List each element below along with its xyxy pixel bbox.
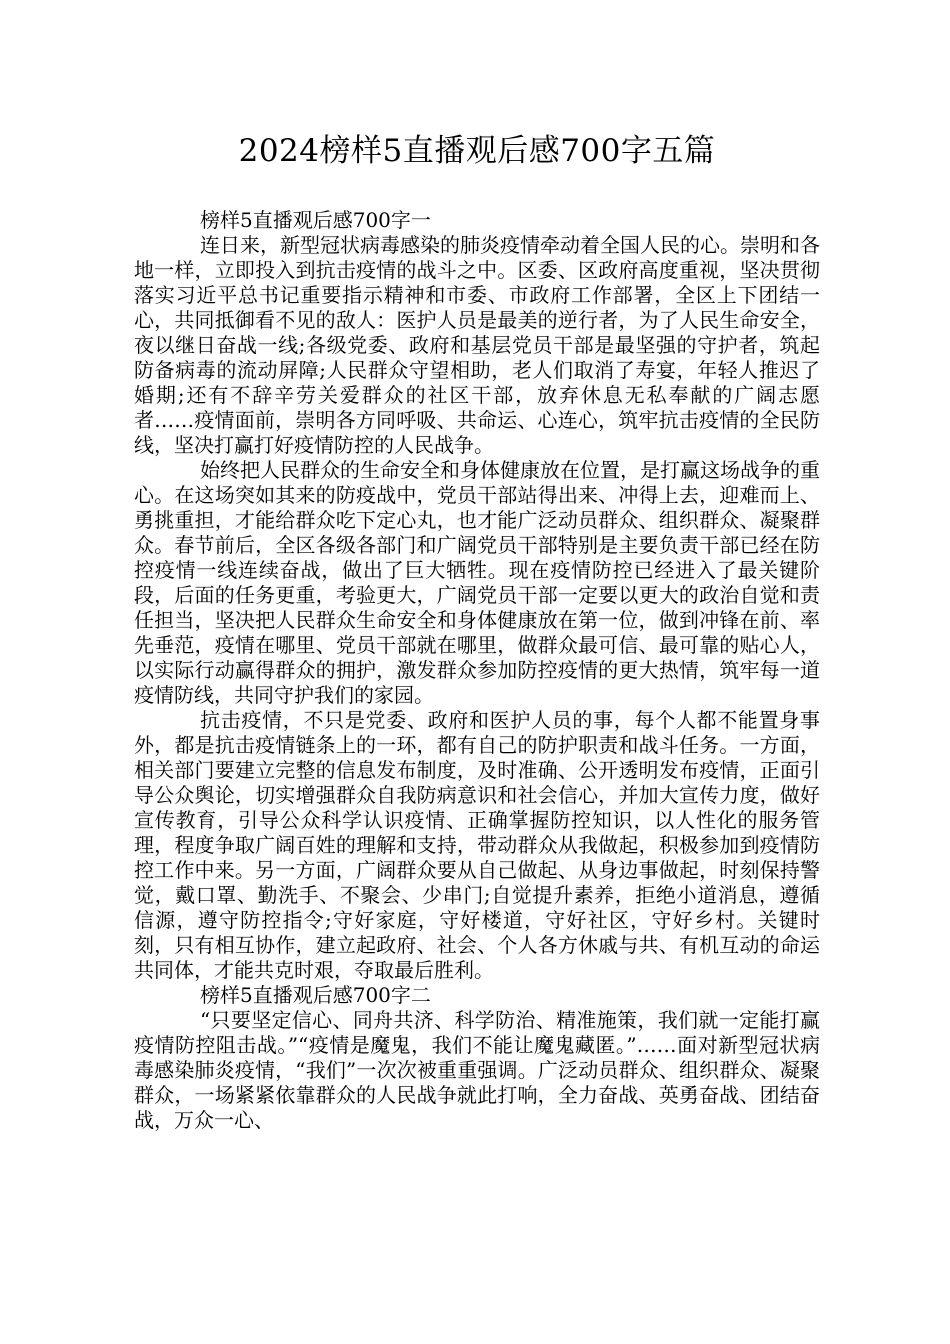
paragraph: 连日来，新型冠状病毒感染的肺炎疫情牵动着全国人民的心。崇明和各地一样，立即投入到抗击疫情的战斗之中。区委、区政府高度重视，坚决贯彻落实习近平总书记重要指示精神和市委、市政府工作部署，全区上下团结一心，共同抵御看不见的敌人：医护人员是最美的逆行者，为了人民生命安全，夜以继日奋战一线;各级党委、政府和基层党员干部是最坚强的守护者，筑起防备病毒的流动屏障;人民群众守望相助，老人们取消了寿宴，年轻人推迟了婚期;还有不辞辛劳关爱群众的社区干部，放弃休息无私奉献的广阔志愿者……疫情面前，崇明各方同呼吸、共命运、心连心，筑牢抗击疫情的全民防线，坚决打赢打好疫情防控的人民战争。 — [134, 233, 820, 457]
essay-section-2 — [134, 983, 820, 1133]
paragraph: 始终把人民群众的生命安全和身体健康放在位置，是打赢这场战争的重心。在这场突如其来的防疫战中，党员干部站得出来、冲得上去，迎难而上、勇挑重担，才能给群众吃下定心丸，也才能广泛动员群众、组织群众、凝聚群众。春节前后，全区各级各部门和广阔党员干部特别是主要负责干部已经在防控疫情一线连续奋战，做出了巨大牺牲。现在疫情防控已经进入了最关键阶段，后面的任务更重，考验更大，广阔党员干部一定要以更大的政治自觉和责任担当，坚决把人民群众生命安全和身体健康放在第一位，做到冲锋在前、率先垂范，疫情在哪里、党员干部就在哪里，做群众最可信、最可靠的贴心人，以实际行动赢得群众的拥护，激发群众参加防控疫情的更大热情，筑牢每一道疫情防线，共同守护我们的家园。 — [134, 458, 820, 707]
document-title: 2024榜样5直播观后感700字五篇 — [238, 133, 716, 169]
paragraph: “只要坚定信心、同舟共济、科学防治、精准施策，我们就一定能打赢疫情防控阻击战。”“疫情是魔鬼，我们不能让魔鬼藏匿。”……面对新型冠状病毒感染肺炎疫情，“我们”一次次被重重强调。广泛动员群众、组织群众、凝聚群众，一场紧紧依靠群众的人民战争就此打响，全力奋战、英勇奋战、团结奋战，万众一心、 — [134, 1008, 820, 1132]
paragraph: 抗击疫情，不只是党委、政府和医护人员的事，每个人都不能置身事外，都是抗击疫情链条上的一环，都有自己的防护职责和战斗任务。一方面，相关部门要建立完整的信息发布制度，及时准确、公开透明发布疫情，正面引导公众舆论，切实增强群众自我防病意识和社会信心，并加大宣传力度，做好宣传教育，引导公众科学认识疫情、正确掌握防控知识，以人性化的服务管理，程度争取广阔百姓的理解和支持，带动群众从我做起，积极参加到疫情防控工作中来。另一方面，广阔群众要从自己做起、从身边事做起，时刻保持警觉，戴口罩、勤洗手、不聚会、少串门;自觉提升素养，拒绝小道消息，遵循信源，遵守防控指令;守好家庭，守好楼道，守好社区，守好乡村。关键时刻，只有相互协作，建立起政府、社会、个人各方休戚与共、有机互动的命运共同体，才能共克时艰，夺取最后胜利。 — [134, 708, 820, 982]
document-page — [134, 122, 820, 1133]
section-heading: 榜样5直播观后感700字二 — [200, 983, 431, 1007]
essay-section-1 — [134, 208, 820, 983]
section-heading: 榜样5直播观后感700字一 — [200, 208, 431, 232]
